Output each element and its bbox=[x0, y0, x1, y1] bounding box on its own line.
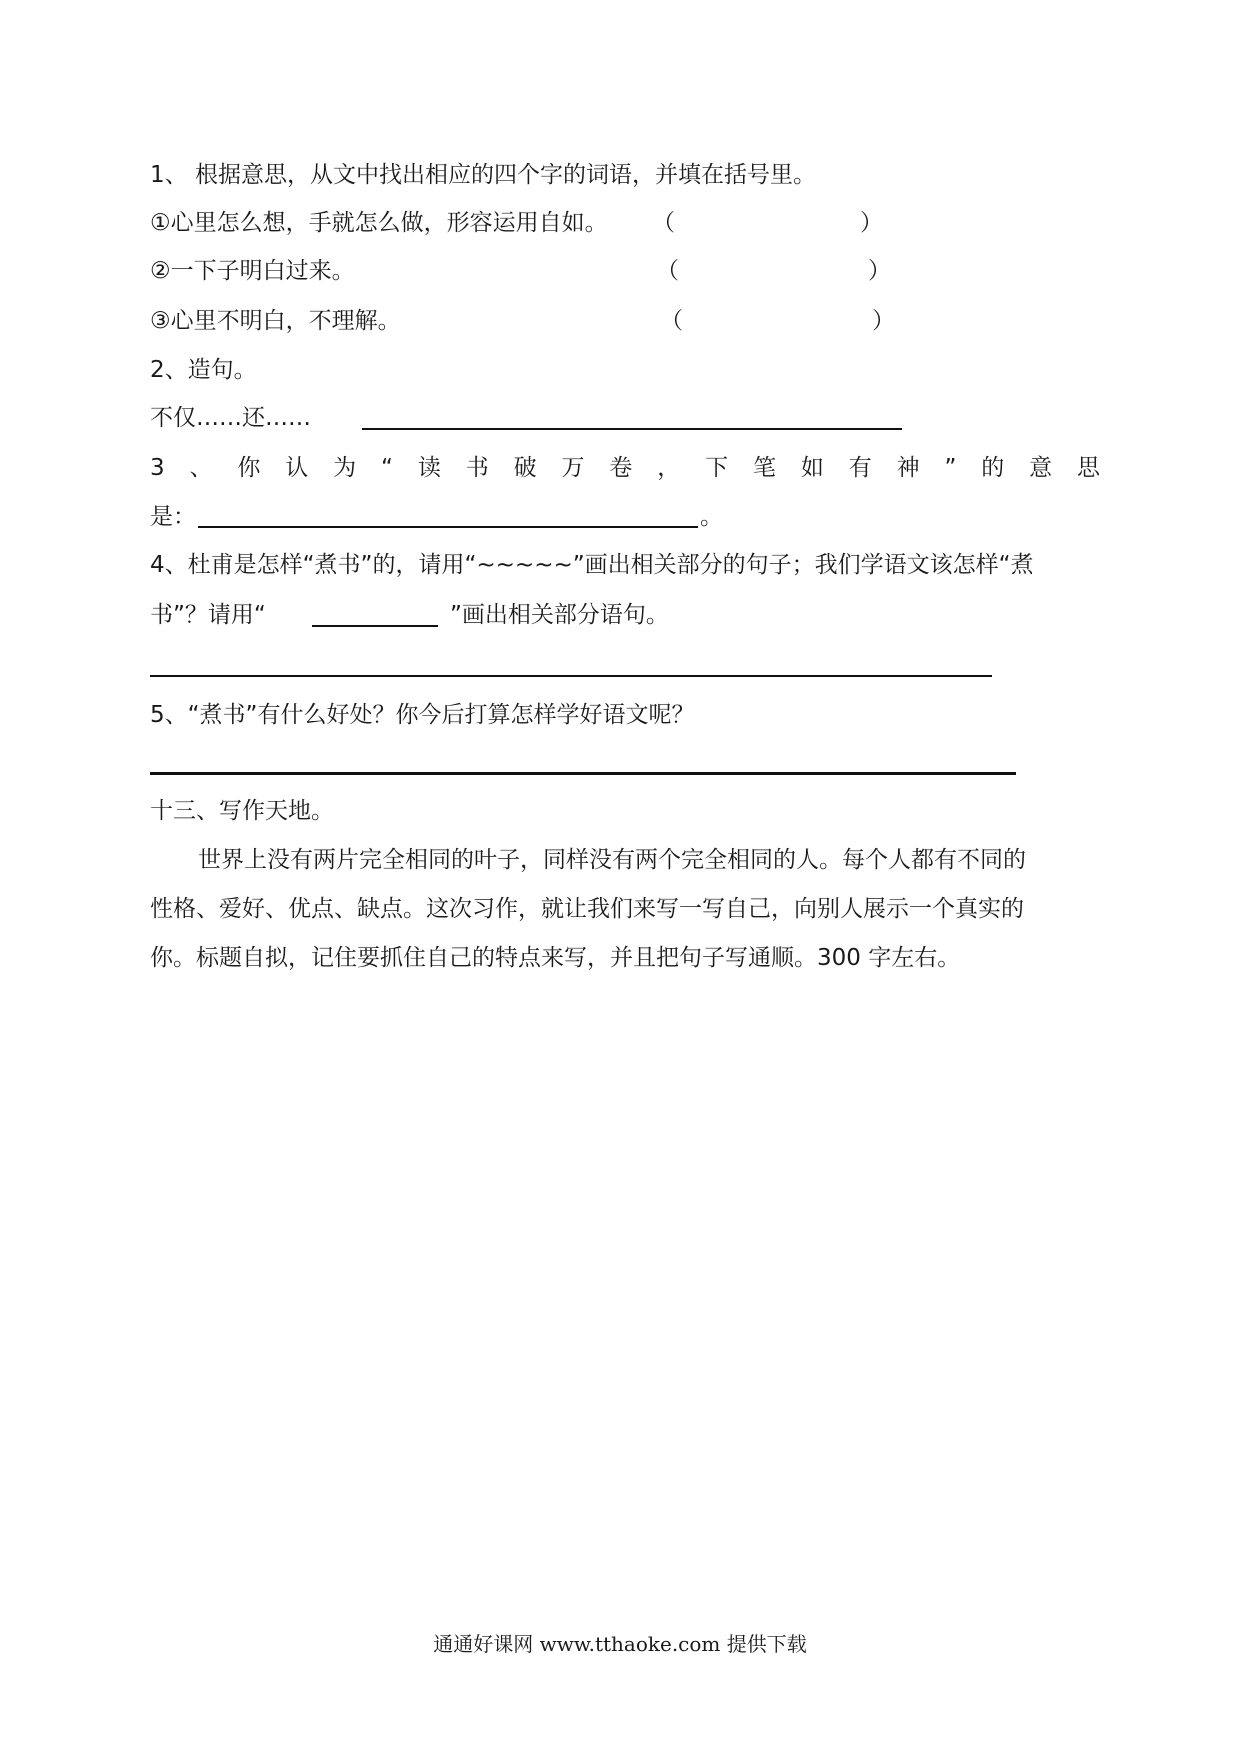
q4-line-2-a: 书”？请用“ bbox=[150, 602, 266, 628]
q1-item-2: ②一下子明白过来。 bbox=[150, 258, 355, 284]
footer-credit: 通通好课网 www.tthaoke.com 提供下载 bbox=[433, 1632, 807, 1656]
q3-char: 神 bbox=[896, 455, 920, 481]
q4-line-2-b: ”画出相关部分语句。 bbox=[450, 602, 669, 628]
q3-char: 万 bbox=[561, 455, 585, 481]
q4-underline-sample bbox=[312, 625, 438, 627]
q3-char: 思 bbox=[1076, 455, 1100, 481]
q13-para-line-2: 性格、爱好、优点、缺点。这次习作，就让我们来写一写自己，向别人展示一个真实的 bbox=[150, 896, 1024, 922]
q3-char: “ bbox=[381, 455, 393, 481]
q3-line-2-prefix: 是： bbox=[150, 504, 196, 530]
q1-item-1: ①心里怎么想，手就怎么做，形容运用自如。 bbox=[150, 210, 608, 236]
q3-line-1 bbox=[150, 453, 1100, 483]
q1-item-1-open-paren: （ bbox=[652, 210, 675, 236]
q4-answer-line[interactable] bbox=[150, 675, 992, 677]
q3-char: 你 bbox=[237, 455, 261, 481]
q1-item-2-close-paren: ） bbox=[868, 258, 891, 284]
q13-para-line-3: 你。标题自拟，记住要抓住自己的特点来写，并且把句子写通顺。300 字左右。 bbox=[150, 945, 961, 971]
q13-para-line-1: 世界上没有两片完全相同的叶子，同样没有两个完全相同的人。每个人都有不同的 bbox=[198, 847, 1026, 873]
q1-title: 1、 根据意思，从文中找出相应的四个字的词语，并填在括号里。 bbox=[150, 162, 816, 188]
q3-char: 意 bbox=[1029, 455, 1053, 481]
q5-title: 5、“煮书”有什么好处？你今后打算怎样学好语文呢？ bbox=[150, 702, 695, 728]
q1-item-1-close-paren: ） bbox=[860, 210, 883, 236]
q1-item-3-open-paren: （ bbox=[660, 308, 683, 334]
q3-char: 书 bbox=[465, 455, 489, 481]
q3-char: 的 bbox=[981, 455, 1005, 481]
q3-char: 笔 bbox=[752, 455, 776, 481]
q5-answer-line[interactable] bbox=[150, 772, 1016, 775]
q1-item-3-close-paren: ） bbox=[872, 308, 895, 334]
q3-char: 为 bbox=[333, 455, 357, 481]
q13-title: 十三、写作天地。 bbox=[150, 798, 334, 824]
q2-prompt: 不仅……还…… bbox=[150, 405, 311, 431]
q3-char: ， bbox=[657, 455, 681, 481]
q3-char: 如 bbox=[800, 455, 824, 481]
q3-answer-line[interactable] bbox=[198, 526, 698, 528]
q3-char: 下 bbox=[705, 455, 729, 481]
q1-item-2-open-paren: （ bbox=[656, 258, 679, 284]
q1-item-3: ③心里不明白，不理解。 bbox=[150, 308, 401, 334]
q3-char: 3 bbox=[150, 455, 165, 481]
q3-line-2-suffix: 。 bbox=[700, 504, 723, 530]
q2-title: 2、造句。 bbox=[150, 357, 257, 383]
q4-line-1: 4、杜甫是怎样“煮书”的，请用“~~~~~”画出相关部分的句子；我们学语文该怎样“煮 bbox=[150, 552, 1034, 578]
q2-answer-line[interactable] bbox=[362, 428, 902, 430]
q3-char: 卷 bbox=[609, 455, 633, 481]
q3-char: 读 bbox=[417, 455, 441, 481]
q3-char: 、 bbox=[189, 455, 213, 481]
q3-char: 破 bbox=[513, 455, 537, 481]
q3-char: ” bbox=[944, 455, 957, 481]
q3-char: 有 bbox=[848, 455, 872, 481]
q3-char: 认 bbox=[285, 455, 309, 481]
